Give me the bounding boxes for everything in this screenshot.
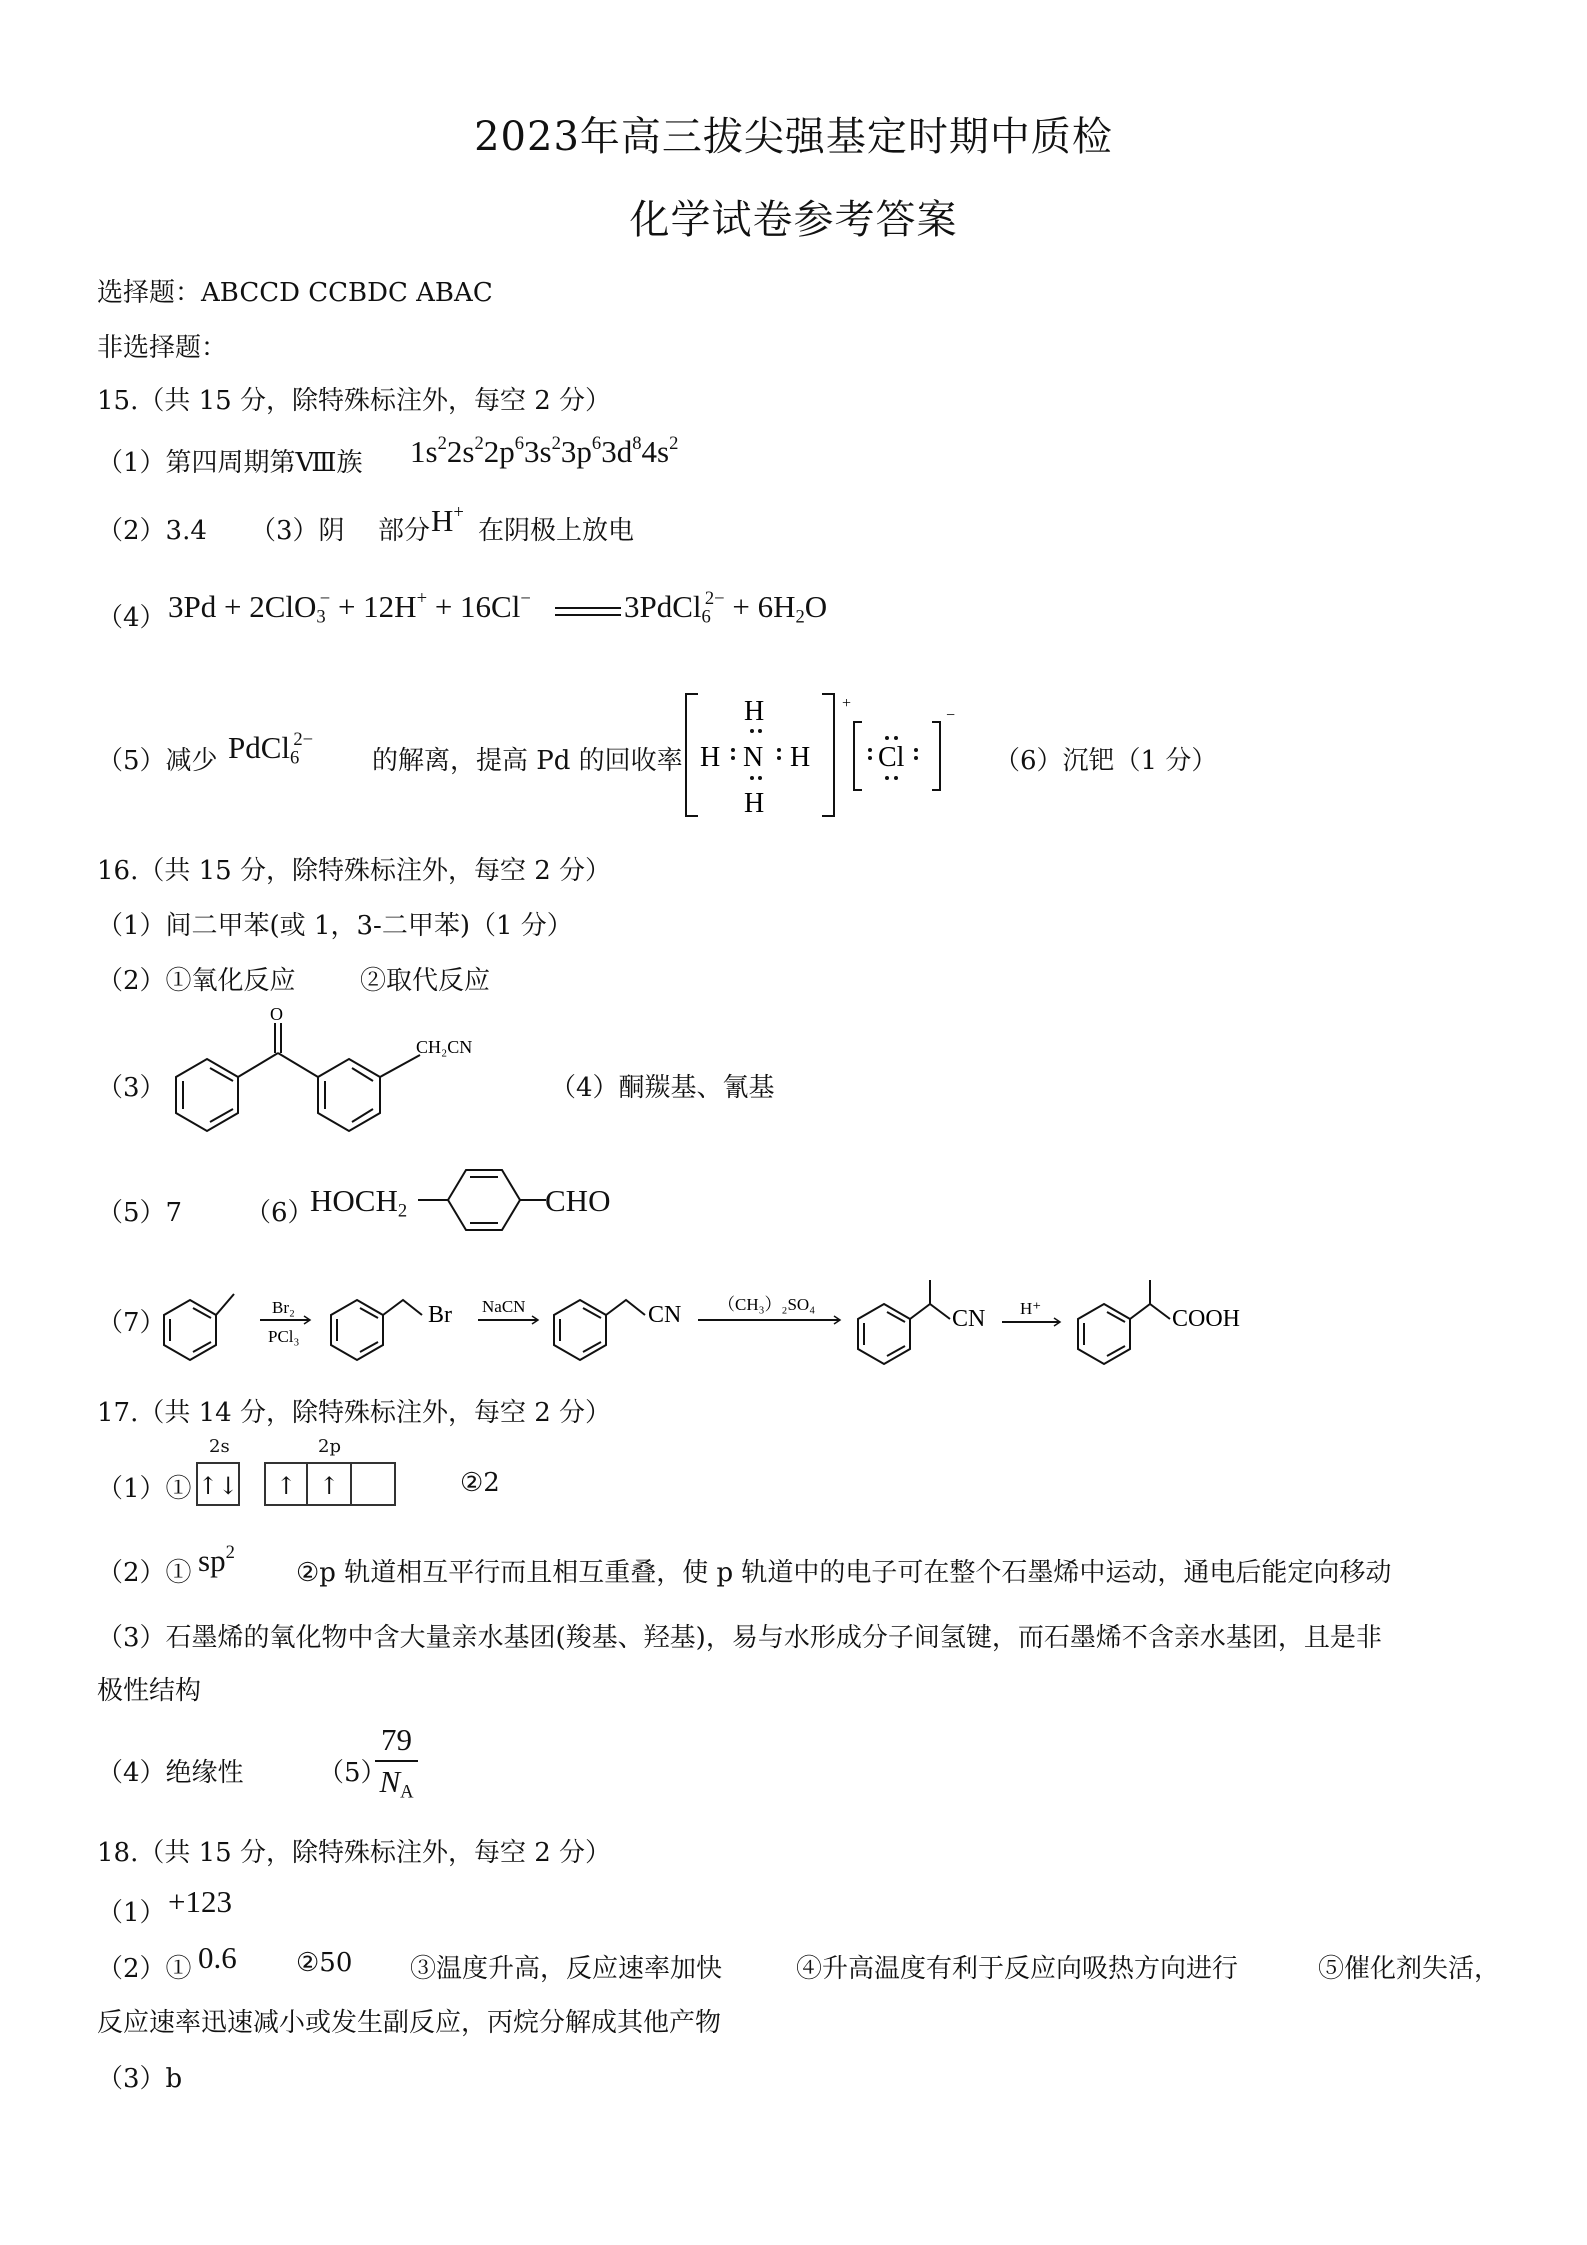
svg-text:Br₂: Br₂ [272,1298,295,1317]
q18-part1-value: +123 [168,1884,232,1919]
q15-heading: 15.（共 15 分，除特殊标注外，每空 2 分） [97,386,612,416]
q18-part2-value: 0.6 [198,1940,237,1975]
q18-part2b: ②50 [296,1948,353,1978]
q18-part2d: ④升高温度有利于反应向吸热方向进行 [796,1954,1239,1984]
benzophenone-ch2cn-structure [160,1005,540,1160]
orbital-box-2p-1: ↑ [264,1462,308,1506]
q17-part3-line2: 极性结构 [97,1676,202,1706]
q17-fraction: $\frac{79}{N_A}$ [375,1722,418,1800]
orbital-diagram [196,1462,396,1506]
q16-part2b: ②取代反应 [360,966,491,996]
orbital-label-2s: 2s [209,1436,230,1457]
svg-text:CN: CN [952,1306,986,1332]
q15-part3-text-a: 部分 [378,516,431,546]
benzyl-bromide [331,1300,452,1360]
q18-part1-label: （1） [97,1898,166,1928]
q16-part7-label: （7） [97,1308,166,1338]
benzyl-cyanide [554,1300,681,1360]
svg-text:CH₂CN: CH₂CN [416,1037,473,1057]
q18-part2c: ③温度升高，反应速率加快 [410,1954,723,1984]
toluene [164,1294,234,1360]
page-subtitle: 化学试卷参考答案 [629,197,958,243]
svg-text:H: H [790,742,811,773]
ammonium-chloride-electron-dot [680,688,980,823]
svg-text:PCl₃: PCl₃ [268,1327,300,1346]
q16-heading: 16.（共 15 分，除特殊标注外，每空 2 分） [97,856,612,886]
svg-text:Cl: Cl [878,742,905,773]
equals-sign [553,605,623,619]
orbital-label-2p: 2p [318,1436,341,1457]
orbital-box-2p-2: ↑ [308,1462,352,1506]
q15-part1-label: （1）第四周期第Ⅷ族 [97,448,363,478]
page-title: 2023年高三拔尖强基定时期中质检 [474,114,1113,160]
svg-text:（CH₃）₂SO₄: （CH₃）₂SO₄ [718,1295,816,1314]
q16-part6-left: $HOCH_2$ [310,1183,408,1222]
q16-part2a: （2）①氧化反应 [97,966,296,996]
q15-equation-left: 3Pd + 2ClO$_3$− + 12H+ + 16Cl− [168,587,531,628]
q15-electron-config: $1s^22s^22p^63s^23p^63d^84s^2$ [410,432,679,469]
q15-part5-label: （5）减少 [97,746,218,776]
svg-text:H: H [744,788,765,819]
q17-heading: 17.（共 14 分，除特殊标注外，每空 2 分） [97,1398,612,1428]
q15-part3-label: （3）阴 [250,516,345,546]
svg-text:Br: Br [428,1302,452,1328]
q17-part5-label: （5） [318,1758,387,1788]
q15-part3-text-b: 在阴极上放电 [478,516,635,546]
q15-pdcl6: PdCl$_6^{2-}$ [228,728,314,769]
q16-part6-right: CHO [545,1183,611,1218]
q16-part5: （5）7 [97,1198,183,1228]
q15-h-plus: H+ [431,501,464,538]
alpha-methyl-benzyl-cyanide [858,1280,985,1364]
svg-text:+: + [842,695,852,712]
orbital-box-2p-3 [352,1462,396,1506]
synthesis-route [160,1270,1310,1370]
2-phenylpropanoic-acid [1078,1280,1240,1364]
para-phenylene-ring [418,1160,546,1240]
svg-text:COOH: COOH [1172,1306,1241,1332]
svg-text:CN: CN [648,1302,682,1328]
q18-part2e: ⑤催化剂失活， [1318,1954,1501,1984]
q15-part6: （6）沉钯（1 分） [994,746,1218,776]
q18-part2-label: （2）① [97,1954,192,1984]
q16-part4: （4）酮羰基、氰基 [550,1073,775,1103]
svg-text:H: H [700,742,721,773]
svg-text:−: − [946,707,956,724]
svg-text:N: N [743,742,764,773]
q17-part1-label: （1）① [97,1474,192,1504]
svg-text:NaCN: NaCN [482,1297,526,1316]
svg-text:H: H [744,696,765,727]
orbital-box-2s: ↑↓ [196,1462,240,1506]
q16-part1: （1）间二甲苯(或 1，3-二甲苯)（1 分） [97,911,573,941]
q18-part2-line2: 反应速率迅速减小或发生副反应，丙烷分解成其他产物 [97,2008,722,2038]
q18-part3: （3）b [97,2064,183,2094]
q15-part2: （2）3.4 [97,516,207,546]
q17-part3-line1: （3）石墨烯的氧化物中含大量亲水基团(羧基、羟基)，易与水形成分子间氢键，而石墨烯不含亲水基团，且是非 [97,1623,1382,1653]
q15-equation-right: 3PdCl$_6^{2-}$ + $6H_2O$ [624,587,828,628]
q16-part3-label: （3） [97,1073,166,1103]
q17-part2-label: （2）① [97,1558,192,1588]
q17-part2b: ②p 轨道相互平行而且相互重叠，使 p 轨道中的电子可在整个石墨烯中运动，通电后能定向移动 [296,1558,1392,1588]
svg-text:H⁺: H⁺ [1020,1299,1042,1318]
q15-part4-label: （4） [97,603,166,633]
svg-text:O: O [270,1005,283,1024]
choice-answers: 选择题：ABCCD CCBDC ABAC [97,278,493,308]
q17-part1b: ②2 [460,1468,500,1498]
q18-heading: 18.（共 15 分，除特殊标注外，每空 2 分） [97,1838,612,1868]
nonchoice-label: 非选择题： [97,333,228,363]
q17-sp2: $sp^2$ [198,1541,235,1578]
q16-part6-label: （6） [245,1198,314,1228]
q17-part4: （4）绝缘性 [97,1758,244,1788]
q15-part5-text: 的解离，提高 Pd 的回收率 [372,746,683,776]
